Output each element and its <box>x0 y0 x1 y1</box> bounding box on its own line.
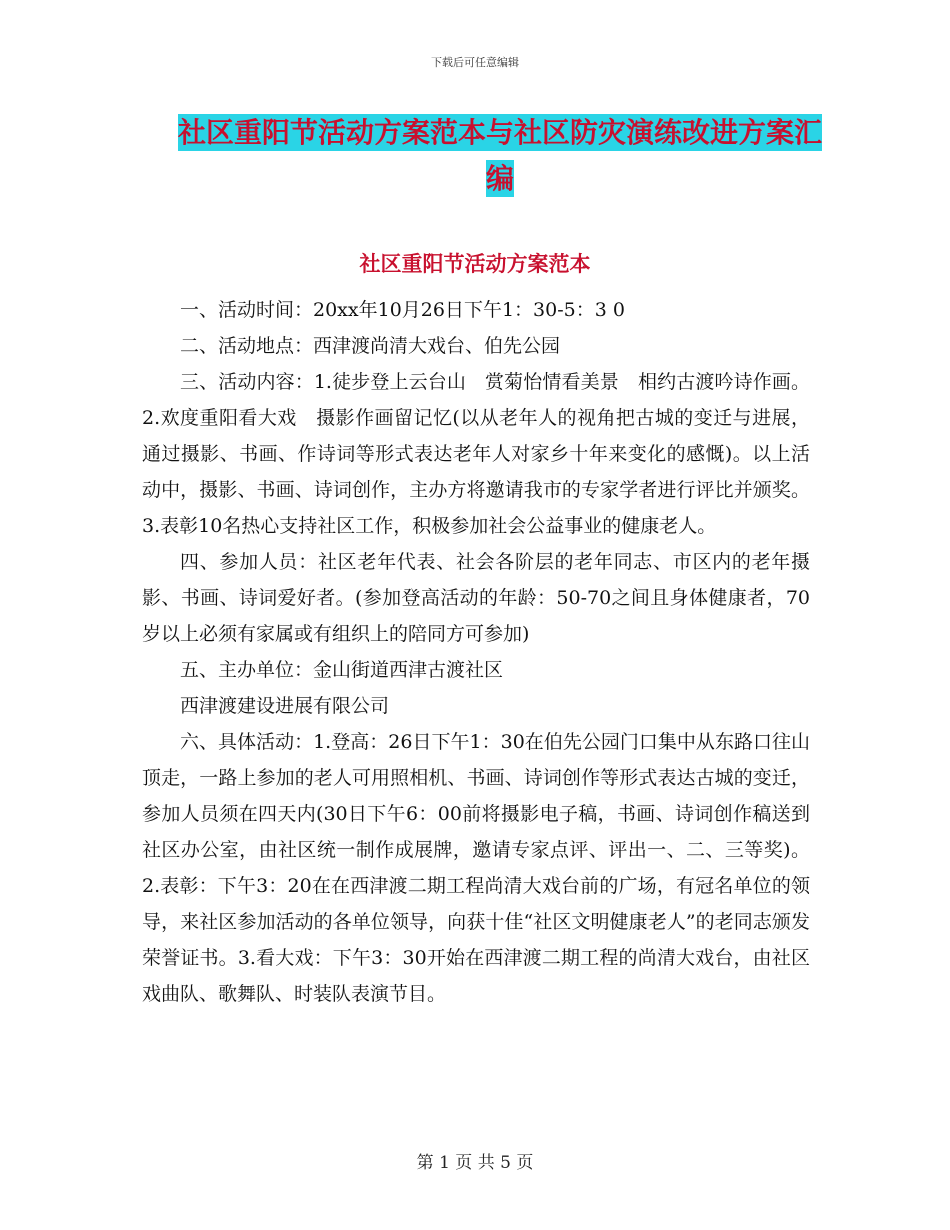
page-header-note: 下载后可任意编辑 <box>431 56 519 69</box>
paragraph-activity-time: 一、活动时间：20xx年10月26日下午1：30-5：3 0 <box>180 299 625 321</box>
paragraph-organizer: 五、主办单位：金山街道西津古渡社区 <box>180 659 504 681</box>
page-footer: 第 1 页 共 5 页 <box>416 1153 534 1173</box>
document-body <box>142 292 810 1012</box>
paragraph-activity-content: 三、活动内容：1.徒步登上云台山 赏菊怡情看美景 相约古渡吟诗作画。2.欢度重阳看大戏 摄影作画留记忆(以从老年人的视角把古城的变迁与进展，通过摄影、书画、作诗词等形式表达老年人对家乡十年来变化的感慨)。以上活动中，摄影、书画、诗词创作，主办方将邀请我市的专家学者进行评比并颁奖。3.表彰10名热心支持社区工作，积极参加社会公益事业的健康老人。 <box>142 371 810 537</box>
paragraph-co-organizer: 西津渡建设进展有限公司 <box>180 695 390 717</box>
paragraph-activity-location: 二、活动地点：西津渡尚清大戏台、伯先公园 <box>180 335 561 357</box>
document-title-text: 社区重阳节活动方案范本与社区防灾演练改进方案汇编 <box>177 116 822 195</box>
paragraph-participants: 四、参加人员：社区老年代表、社会各阶层的老年同志、市区内的老年摄影、书画、诗词爱好者。(参加登高活动的年龄：50-70之间且身体健康者，70岁以上必须有家属或有组织上的陪同方可参加) <box>142 551 810 645</box>
paragraph-specific-activities: 六、具体活动：1.登高：26日下午1：30在伯先公园门口集中从东路口往山顶走，一路上参加的老人可用照相机、书画、诗词创作等形式表达古城的变迁，参加人员须在四天内(30日下午6：00前将摄影电子稿，书画、诗词创作稿送到社区办公室，由社区统一制作成展牌，邀请专家点评、评出一、二、三等奖)。2.表彰：下午3：20在在西津渡二期工程尚清大戏台前的广场，有冠名单位的领导，来社区参加活动的各单位领导，向获十佳“社区文明健康老人”的老同志颁发荣誉证书。3.看大戏：下午3：30开始在西津渡二期工程的尚清大戏台，由社区戏曲队、歌舞队、时装队表演节目。 <box>142 731 810 1005</box>
section-title: 社区重阳节活动方案范本 <box>359 252 591 276</box>
document-title <box>170 110 830 202</box>
